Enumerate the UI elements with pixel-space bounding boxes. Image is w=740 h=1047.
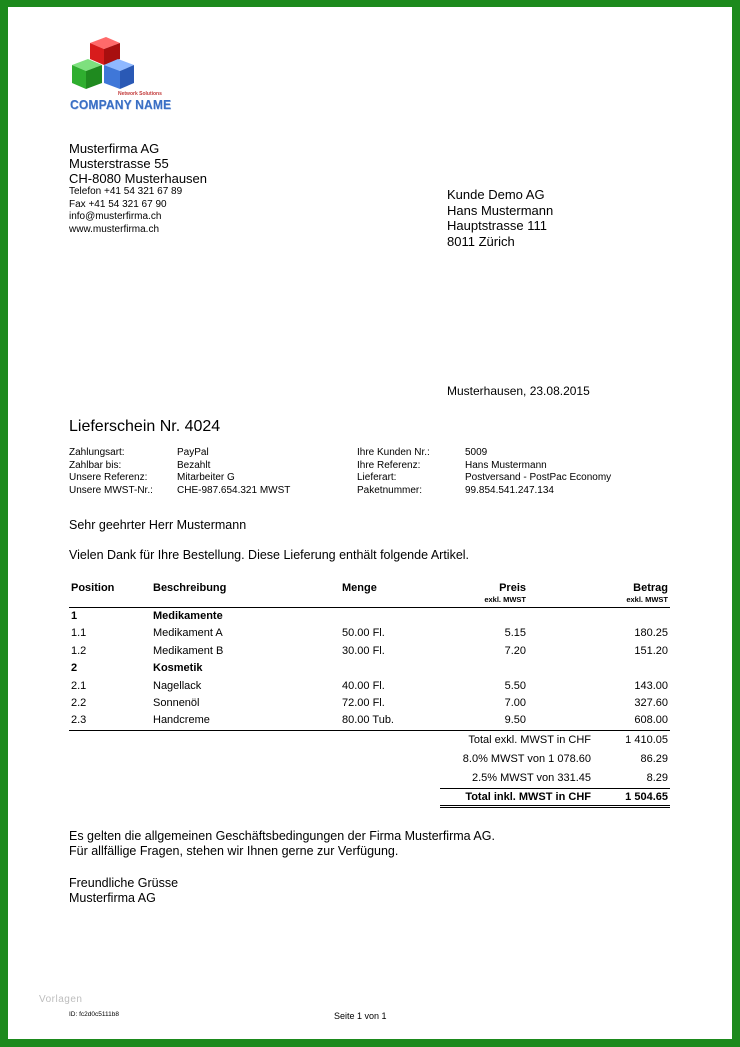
body-divider bbox=[69, 730, 670, 731]
cell-quantity: 50.00 Fl. bbox=[342, 627, 385, 640]
cubes-logo-icon bbox=[68, 35, 138, 97]
cell-price: 5.50 bbox=[504, 679, 526, 692]
recipient-street: Hauptstrasse 111 bbox=[447, 218, 547, 233]
cell-position: 1 bbox=[71, 610, 78, 622]
meta-value: Hans Mustermann bbox=[465, 459, 547, 471]
cell-amount: 327.60 bbox=[634, 697, 668, 709]
page-number: Seite 1 von 1 bbox=[334, 1011, 387, 1021]
intro-text: Vielen Dank für Ihre Bestellung. Diese Lieferung enthält folgende Artikel. bbox=[69, 548, 470, 562]
meta-label: Zahlungsart: bbox=[69, 447, 125, 458]
logo-tagline: Network Solutions bbox=[118, 91, 162, 97]
cell-price: 9.50 bbox=[504, 714, 526, 727]
header-position: Position bbox=[71, 582, 115, 594]
meta-value: Postversand - PostPac Economy bbox=[465, 472, 612, 483]
cell-description: Nagellack bbox=[153, 679, 202, 692]
header-amount-sub: exkl. MWST bbox=[626, 595, 668, 604]
cell-amount: 143.00 bbox=[634, 679, 668, 692]
totals-value: 86.29 bbox=[640, 753, 668, 765]
meta-label: Unsere Referenz: bbox=[69, 472, 148, 483]
cell-position: 2.3 bbox=[71, 714, 87, 727]
totals-double-line-1 bbox=[440, 805, 670, 806]
totals-divider bbox=[440, 788, 670, 789]
sender-website[interactable]: www.musterfirma.ch bbox=[69, 223, 160, 235]
cell-description: Sonnenöl bbox=[153, 697, 200, 709]
meta-value: PayPal bbox=[177, 447, 209, 458]
cell-quantity: 40.00 Fl. bbox=[342, 679, 385, 692]
sender-fax: Fax +41 54 321 67 90 bbox=[69, 198, 167, 210]
totals-value: 1 410.05 bbox=[625, 734, 668, 746]
meta-label: Ihre Kunden Nr.: bbox=[357, 447, 430, 458]
cell-quantity: 80.00 Tub. bbox=[342, 714, 394, 727]
header-description: Beschreibung bbox=[153, 582, 227, 594]
cell-position: 1.2 bbox=[71, 644, 87, 657]
cell-description: Medikament B bbox=[153, 644, 224, 657]
terms-line: Es gelten die allgemeinen Geschäftsbedingungen der Firma Musterfirma AG. bbox=[69, 829, 495, 843]
logo-company-name: COMPANY NAME bbox=[70, 98, 172, 112]
closing bbox=[69, 876, 178, 906]
sender-street: Musterstrasse 55 bbox=[69, 156, 169, 171]
cell-position: 2.1 bbox=[71, 679, 87, 692]
document-page bbox=[8, 7, 732, 1039]
sender-city: CH-8080 Musterhausen bbox=[69, 171, 208, 186]
cell-price: 7.00 bbox=[504, 697, 526, 709]
document-id: ID: fc2d0c5111b8 bbox=[69, 1011, 119, 1018]
totals-value: 8.29 bbox=[646, 772, 668, 784]
meta-value: 99.854.541.247.134 bbox=[465, 484, 554, 496]
terms-line: Für allfällige Fragen, stehen wir Ihnen gerne zur Verfügung. bbox=[69, 844, 399, 858]
header-quantity: Menge bbox=[342, 582, 377, 594]
meta-left-labels bbox=[69, 447, 153, 497]
totals-label: Total exkl. MWST in CHF bbox=[468, 734, 591, 746]
sender-email[interactable]: info@musterfirma.ch bbox=[69, 211, 162, 222]
sender-phone: Telefon +41 54 321 67 89 bbox=[69, 186, 183, 197]
totals-double-line-2 bbox=[440, 807, 670, 808]
meta-label: Unsere MWST-Nr.: bbox=[69, 484, 153, 496]
recipient-person: Hans Mustermann bbox=[447, 202, 554, 218]
cell-description: Medikament A bbox=[153, 627, 223, 640]
meta-right-labels bbox=[357, 447, 430, 497]
document-date: Musterhausen, 23.08.2015 bbox=[447, 384, 590, 398]
header-amount: Betrag bbox=[633, 582, 668, 594]
cell-position: 2 bbox=[71, 662, 78, 675]
cell-amount: 151.20 bbox=[634, 644, 668, 657]
cell-price: 5.15 bbox=[504, 627, 526, 640]
meta-label: Lieferart: bbox=[357, 472, 397, 483]
cell-amount: 608.00 bbox=[634, 714, 668, 727]
terms-text bbox=[69, 829, 495, 859]
header-divider bbox=[69, 607, 670, 608]
closing-company: Musterfirma AG bbox=[69, 891, 156, 905]
closing-greeting: Freundliche Grüsse bbox=[69, 876, 179, 890]
cell-quantity: 72.00 Fl. bbox=[342, 697, 385, 709]
meta-left-values bbox=[177, 447, 290, 497]
cell-position: 1.1 bbox=[71, 627, 87, 640]
cell-position: 2.2 bbox=[71, 697, 87, 709]
meta-right-values bbox=[465, 447, 611, 497]
meta-value: Bezahlt bbox=[177, 459, 211, 471]
cell-quantity: 30.00 Fl. bbox=[342, 644, 385, 657]
salutation: Sehr geehrter Herr Mustermann bbox=[69, 518, 247, 532]
meta-label: Ihre Referenz: bbox=[357, 459, 421, 471]
header-price-sub: exkl. MWST bbox=[484, 595, 526, 604]
meta-value: 5009 bbox=[465, 447, 488, 458]
watermark: Vorlagen bbox=[39, 994, 83, 1005]
cell-description: Kosmetik bbox=[153, 662, 203, 675]
totals-label: 8.0% MWST von 1 078.60 bbox=[462, 753, 591, 765]
totals-value: 1 504.65 bbox=[625, 791, 668, 803]
document-title: Lieferschein Nr. 4024 bbox=[69, 418, 221, 435]
header-price: Preis bbox=[499, 582, 526, 594]
meta-label: Paketnummer: bbox=[357, 484, 423, 496]
meta-value: Mitarbeiter G bbox=[177, 472, 235, 483]
totals-label: 2.5% MWST von 331.45 bbox=[471, 772, 591, 784]
recipient-address bbox=[447, 187, 553, 249]
cell-amount: 180.25 bbox=[634, 627, 668, 640]
recipient-city: 8011 Zürich bbox=[447, 233, 515, 249]
totals-label: Total inkl. MWST in CHF bbox=[465, 791, 591, 803]
sender-address bbox=[69, 141, 207, 236]
cell-price: 7.20 bbox=[504, 644, 526, 657]
cell-description: Medikamente bbox=[153, 610, 223, 622]
meta-label: Zahlbar bis: bbox=[69, 459, 122, 471]
recipient-company: Kunde Demo AG bbox=[447, 187, 545, 202]
cell-description: Handcreme bbox=[153, 714, 210, 727]
sender-name: Musterfirma AG bbox=[69, 141, 160, 156]
meta-value: CHE-987.654.321 MWST bbox=[177, 484, 291, 496]
